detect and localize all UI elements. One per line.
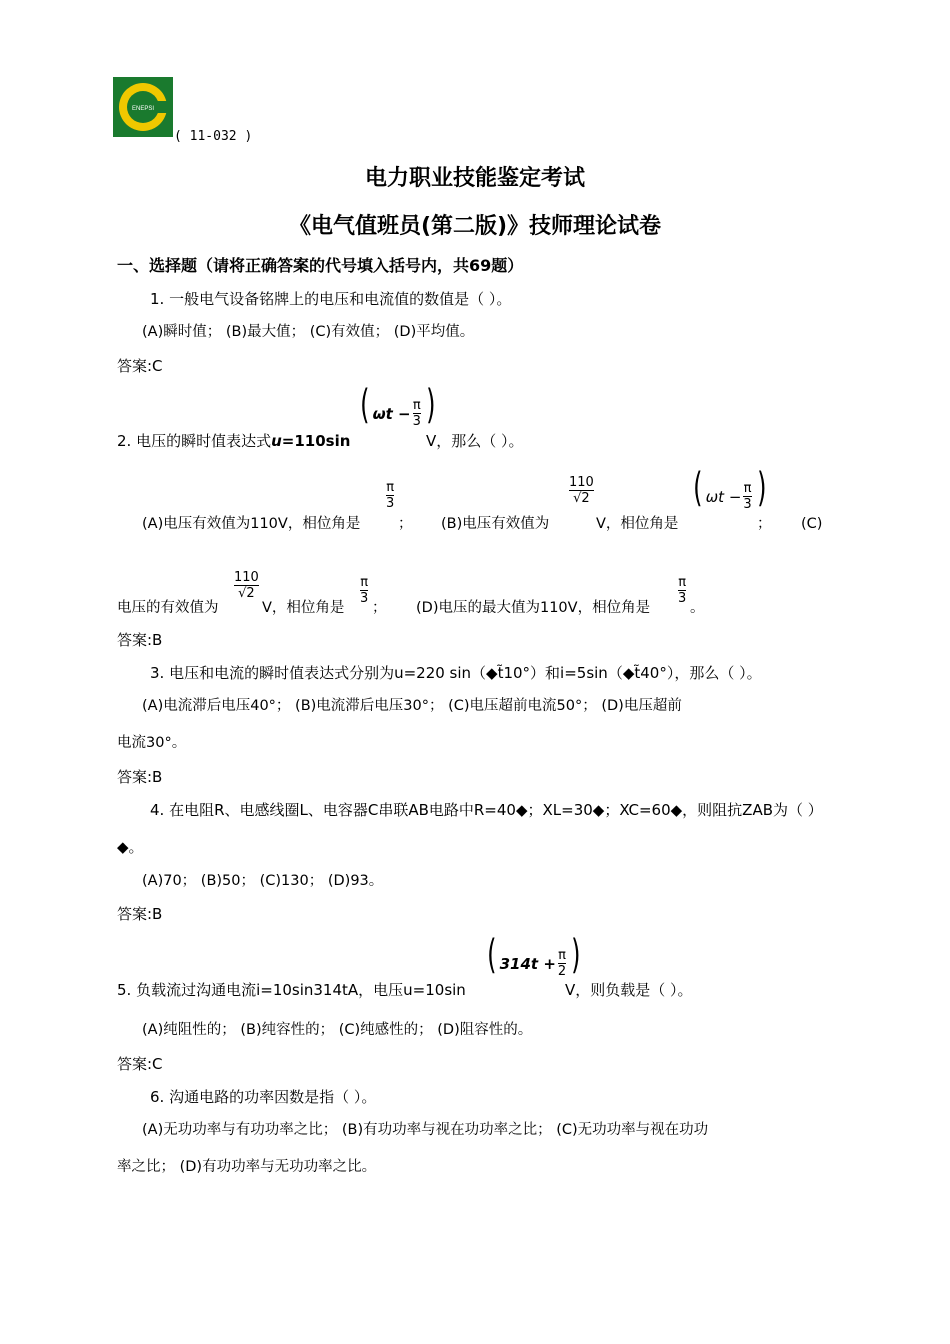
question-4-cont: ◆。 <box>117 838 144 856</box>
q2-formula-expr: ( ωt − $\frac{\pi}{3}$ ) <box>360 382 436 429</box>
question-2-tail: V，那么（ ）。 <box>426 432 524 450</box>
q2-option-b: (B)电压有效值为 <box>441 516 550 532</box>
logo <box>113 77 173 137</box>
question-1: 1. 一般电气设备铭牌上的电压和电流值的数值是（ ）。 <box>150 290 512 308</box>
question-6-options-cont: 率之比； (D)有功功率与无功功率之比。 <box>117 1159 377 1175</box>
q2-option-c-end: ； <box>372 600 387 616</box>
question-5-answer: 答案:C <box>117 1055 163 1073</box>
q2-option-a-end: ； <box>398 516 413 532</box>
exam-title: 电力职业技能鉴定考试 <box>364 166 585 191</box>
q2-option-d: (D)电压的最大值为110V，相位角是 <box>416 600 651 616</box>
q2-frac-d: $\frac{\pi}{3}$ <box>678 575 687 606</box>
question-3-answer: 答案:B <box>117 768 163 786</box>
q2-option-a: (A)电压有效值为110V，相位角是 <box>142 516 361 532</box>
exam-code: ( 11-032 ) <box>174 129 253 144</box>
question-4-answer: 答案:B <box>117 905 163 923</box>
q5-formula-expr: ( 314t + $\frac{\pi}{2}$ ) <box>487 932 581 979</box>
question-1-answer: 答案:C <box>117 357 163 375</box>
logo-icon <box>113 77 173 137</box>
q2-option-c-text: 电压的有效值为 <box>117 600 219 616</box>
question-6-options: (A)无功功率与有功功率之比； (B)有功功率与视在功功率之比； (C)无功功率与视在功功 <box>142 1122 709 1138</box>
question-2-answer: 答案:B <box>117 631 163 649</box>
paper-title: 《电气值班员(第二版)》技师理论试卷 <box>288 214 662 239</box>
q2-frac-a: $\frac{\pi}{3}$ <box>386 480 395 511</box>
question-5-options: (A)纯阻性的； (B)纯容性的； (C)纯感性的； (D)阻容性的。 <box>142 1022 533 1038</box>
section-heading: 一、选择题（请将正确答案的代号填入括号内，共69题） <box>117 256 524 275</box>
question-2: 2. 电压的瞬时值表达式u=110sin <box>117 432 351 450</box>
question-3-options-cont: 电流30°。 <box>117 735 187 751</box>
question-3-options: (A)电流滞后电压40°； (B)电流滞后电压30°； (C)电压超前电流50°； (D)电压超前 <box>142 698 682 714</box>
svg-text:ENEPSI: ENEPSI <box>131 106 155 112</box>
q2-phase-b: ( ωt − $\frac{\pi}{3}$ ) <box>693 465 767 512</box>
q2-option-c: (C) <box>801 516 823 532</box>
q2-option-c-mid: V，相位角是 <box>262 600 345 616</box>
q2-option-d-end: 。 <box>690 600 705 616</box>
q2-frac-c2: $\frac{\pi}{3}$ <box>360 575 369 606</box>
q2-frac-b: $\frac{110}{√2}$ <box>569 475 594 506</box>
question-4-options: (A)70； (B)50； (C)130； (D)93。 <box>142 873 384 889</box>
question-6: 6. 沟通电路的功率因数是指（ ）。 <box>150 1088 377 1106</box>
q2-frac-c: $\frac{110}{√2}$ <box>234 570 259 601</box>
question-4: 4. 在电阻R、电感线圈L、电容器C串联AB电路中R=40◆；XL=30◆；XC=60◆，则阻抗ZAB为（ ） <box>150 801 823 819</box>
question-5-tail: V，则负载是（ ）。 <box>565 981 693 999</box>
question-5: 5. 负载流过沟通电流i=10sin314tA，电压u=10sin <box>117 981 466 999</box>
question-3: 3. 电压和电流的瞬时值表达式分别为u=220 sin（◆t̃10°）和i=5sin（◆t̃40°），那么（ ）。 <box>150 664 762 682</box>
q2-option-b-mid: V，相位角是 <box>596 516 679 532</box>
question-1-options: (A)瞬时值； (B)最大值； (C)有效值； (D)平均值。 <box>142 324 475 340</box>
q2-option-b-end: ； <box>757 516 772 532</box>
